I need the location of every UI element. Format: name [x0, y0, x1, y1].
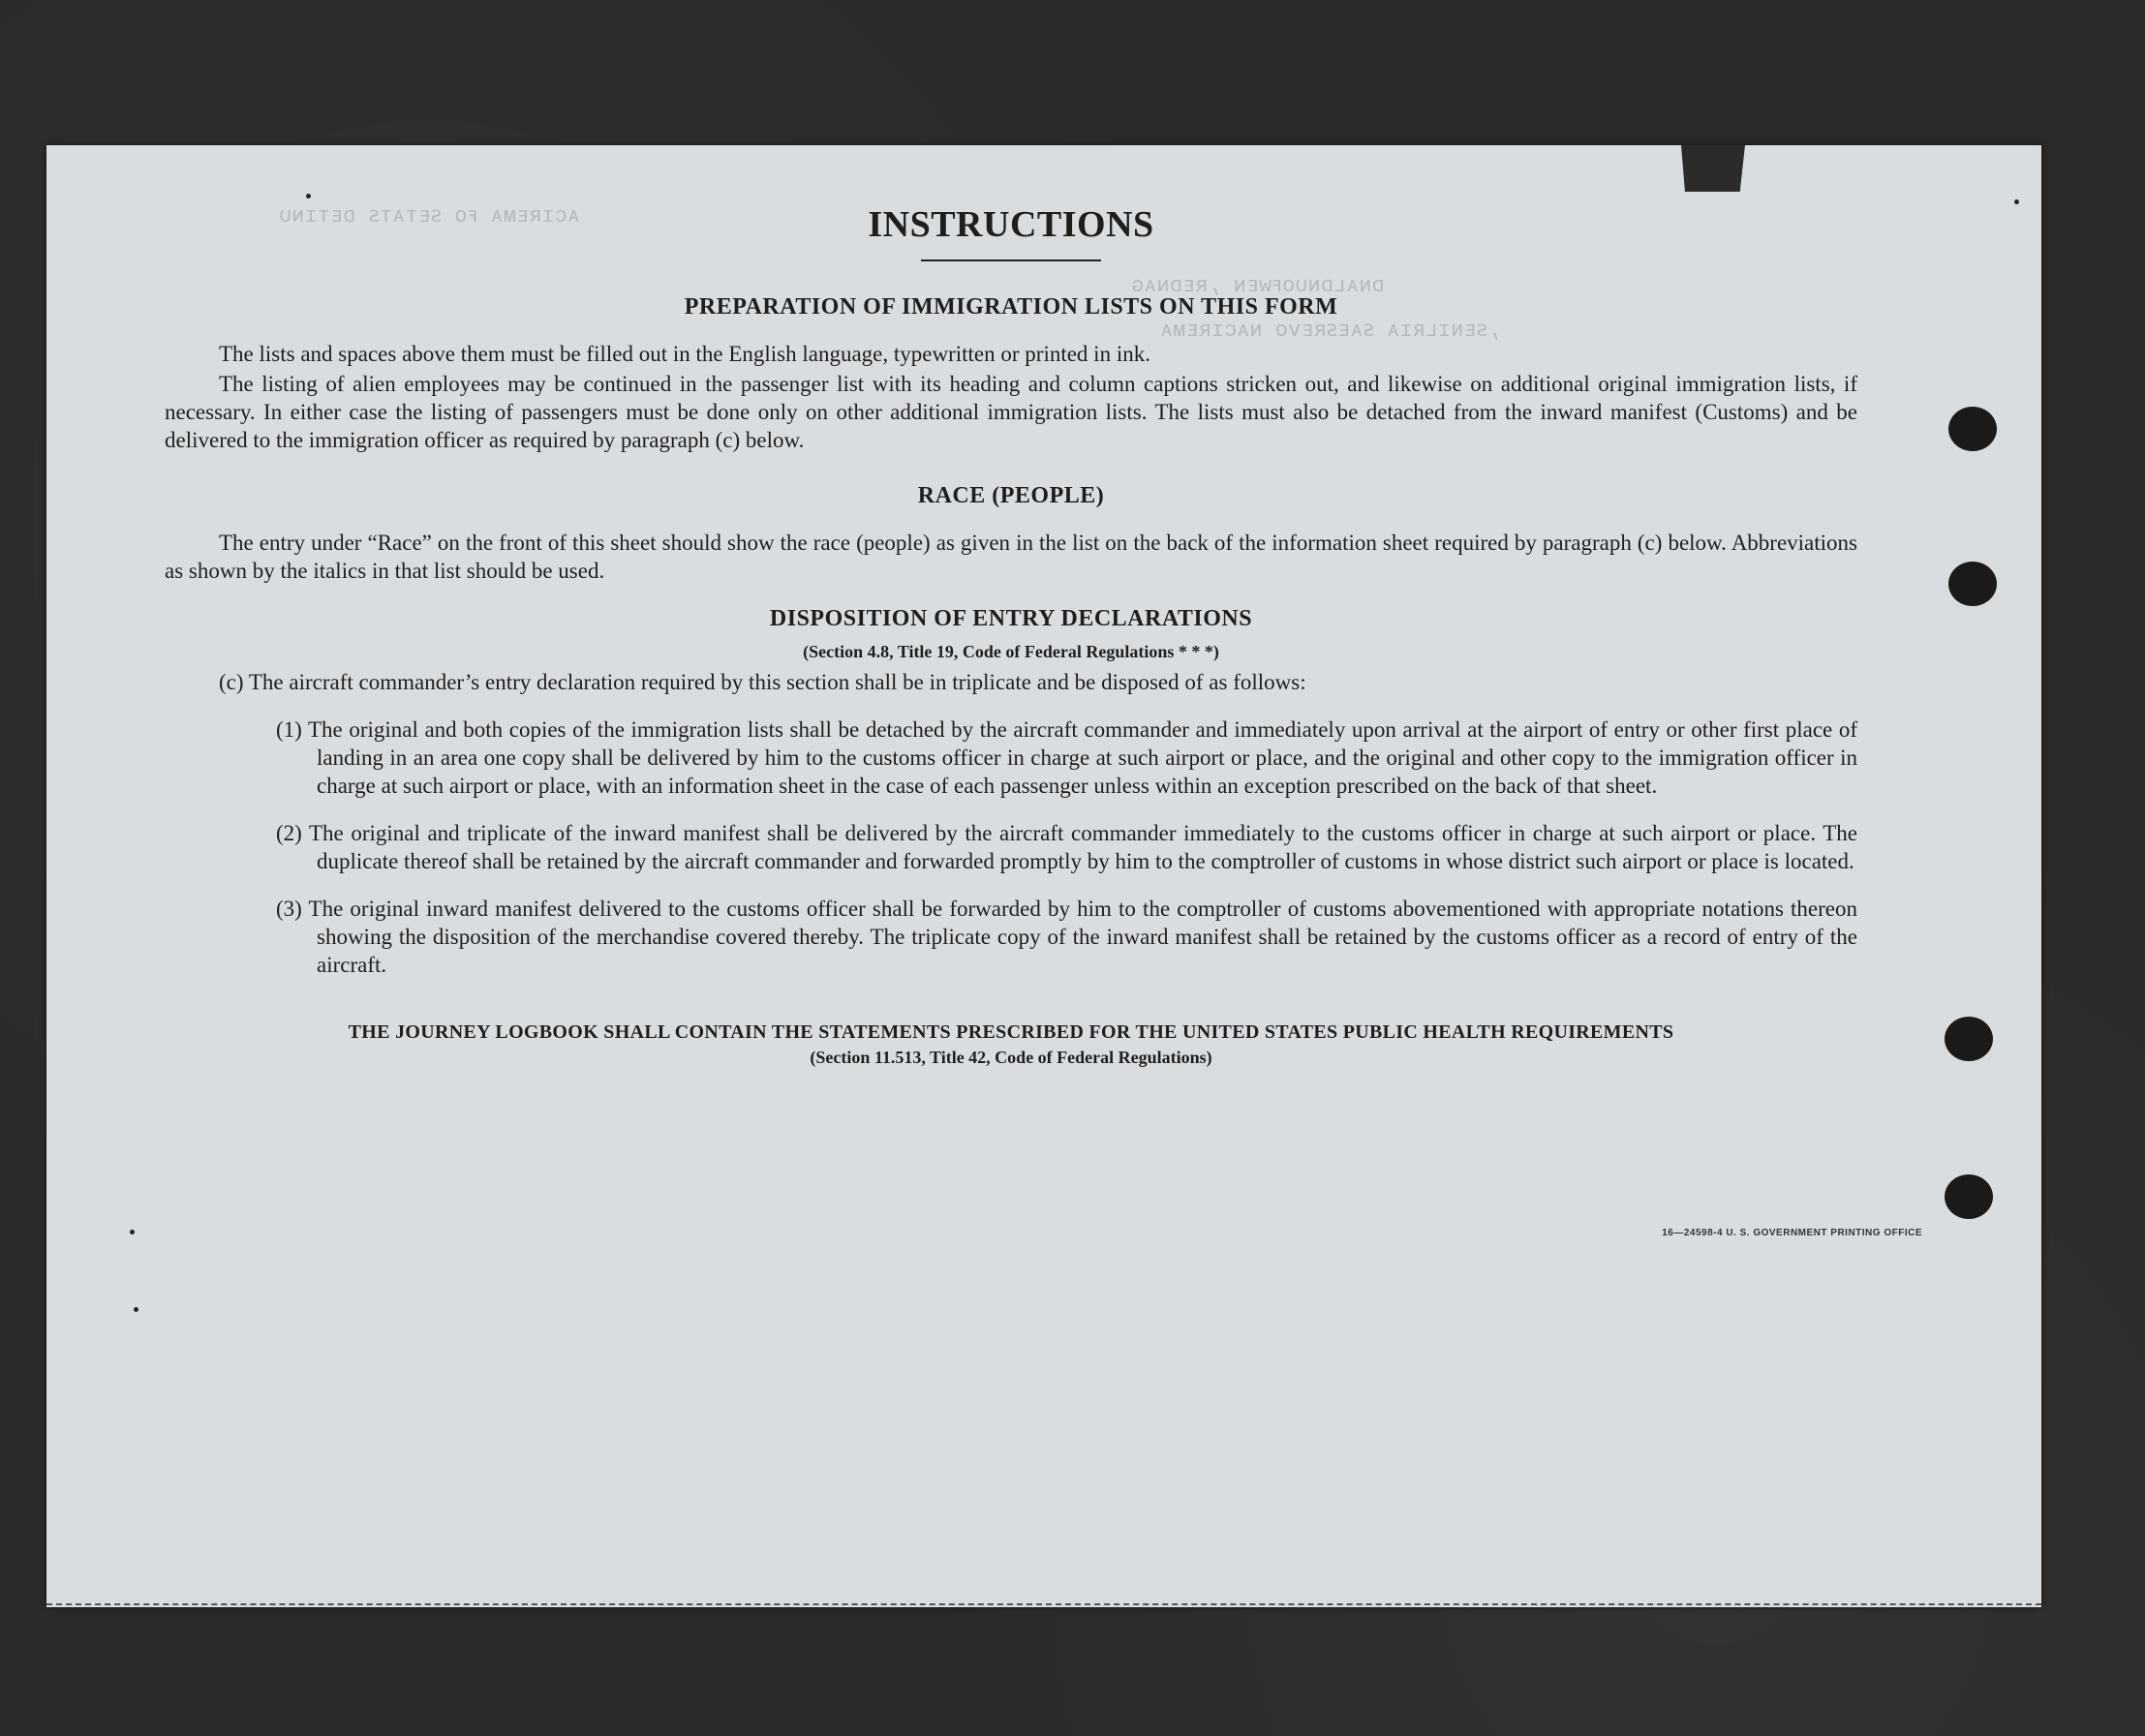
- disposition-item-3: (3) The original inward manifest delivered to the customs officer shall be forwarded by him to the comptroller of customs abovementioned with appropriate notations thereon showing the disposition of the merchandise covered thereby. The triplicate copy of the inward manifest shall be retained by the customs officer as a record of entry of the aircraft.: [276, 897, 1857, 977]
- closing-citation: (Section 11.513, Title 42, Code of Federal Regulations): [810, 1048, 1212, 1067]
- printer-imprint: 16—24598-4 U. S. GOVERNMENT PRINTING OFFICE: [1662, 1228, 1922, 1238]
- punch-hole: [1948, 407, 1997, 451]
- disposition-heading: DISPOSITION OF ENTRY DECLARATIONS: [769, 606, 1253, 631]
- title-underline: [921, 259, 1101, 261]
- disposition-intro: (c) The aircraft commander’s entry declaration required by this section shall be in triplicate and be disposed of as follows:: [219, 670, 1306, 694]
- preparation-paragraph-1: The lists and spaces above them must be filled out in the English language, typewritten or printed in ink.: [219, 342, 1150, 366]
- race-heading: RACE (PEOPLE): [917, 483, 1105, 508]
- closing-statement: THE JOURNEY LOGBOOK SHALL CONTAIN THE STATEMENTS PRESCRIBED FOR THE UNITED STATES PUBLIC HEALTH REQUIREMENTS: [348, 1021, 1674, 1043]
- race-paragraph: The entry under “Race” on the front of this sheet should show the race (people) as given in the list on the back of the information sheet required by paragraph (c) below. Abbreviations as shown by the italics in that list should be used.: [165, 531, 1857, 583]
- instructions-content: [165, 203, 1857, 1068]
- preparation-heading: PREPARATION OF IMMIGRATION LISTS ON THIS FORM: [684, 294, 1338, 320]
- page-title: INSTRUCTIONS: [868, 204, 1154, 245]
- bleed-through-text: ᴅɴᴀʟᴅɴᴜᴏꜰᴡᴇɴ ,ʀᴇᴅɴᴀɢ: [1131, 274, 1385, 298]
- bleed-through-text: ,ꜱᴇɴɪʟʀɪᴀ ꜱᴀᴇꜱʀᴇᴠᴏ ɴᴀᴄɪʀᴇᴍᴀ: [1160, 319, 1501, 343]
- preparation-paragraph-2: The listing of alien employees may be continued in the passenger list with its heading and column captions stricken out, and likewise on additional original immigration lists, if necessary. In either case the listing of passengers must be done only on other additional immigration lists. The lists must also be detached from the inward manifest (Customs) and be delivered to the immigration officer as required by paragraph (c) below.: [165, 372, 1857, 452]
- punch-hole: [1948, 562, 1997, 606]
- sheet-notch: [1681, 145, 1745, 192]
- disposition-item-1: (1) The original and both copies of the immigration lists shall be detached by the aircraft commander and immediately upon arrival at the airport of entry or other first place of landing in an area one copy shall be delivered by him to the customs officer in charge at such airport or place, and the original and other copy to the immigration officer in charge at such airport or place, with an information sheet in the case of each passenger unless within an exception prescribed on the back of that sheet.: [276, 717, 1857, 798]
- disposition-item-2: (2) The original and triplicate of the inward manifest shall be delivered by the aircraft commander immediately to the customs officer in charge at such airport or place. The duplicate thereof shall be retained by the aircraft commander and forwarded promptly by him to the comptroller of customs in whose district such airport or place is located.: [276, 821, 1857, 873]
- perforation-line: [46, 1603, 2041, 1605]
- punch-hole: [1945, 1174, 1993, 1219]
- scan-speck: [306, 194, 311, 198]
- punch-hole: [1945, 1017, 1993, 1061]
- scan-speck: [134, 1307, 138, 1312]
- scan-speck: [130, 1230, 135, 1234]
- disposition-citation: (Section 4.8, Title 19, Code of Federal Regulations * * *): [803, 642, 1219, 661]
- scan-speck: [2014, 199, 2019, 204]
- bleed-through-text: ᴀᴄɪʀᴇᴍᴀ ꜰᴏ ꜱᴇᴛᴀᴛꜱ ᴅᴇᴛɪɴᴜ: [279, 204, 580, 228]
